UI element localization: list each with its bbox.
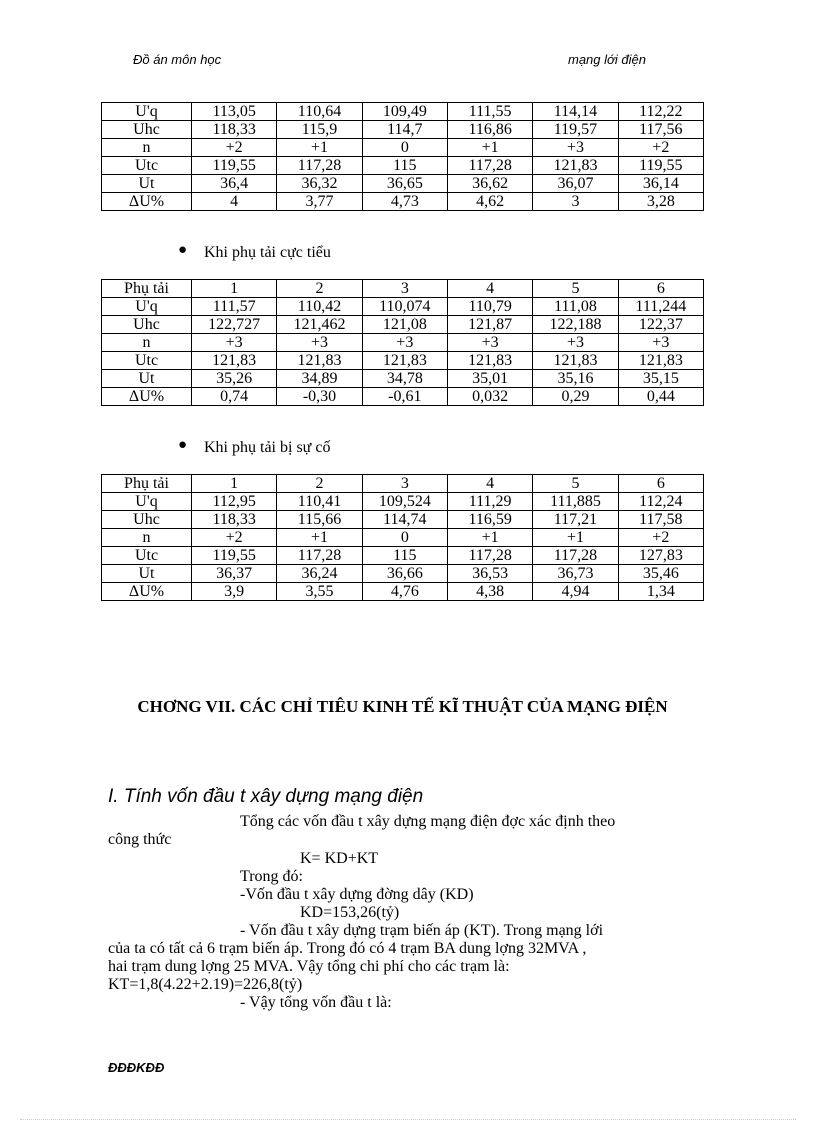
value-cell: 36,66: [362, 565, 447, 583]
table-row: [102, 298, 704, 316]
value-cell: 111,244: [618, 298, 703, 316]
value-cell: +3: [618, 334, 703, 352]
table-row: [102, 175, 704, 193]
table-row: [102, 316, 704, 334]
value-cell: 121,83: [533, 352, 618, 370]
value-cell: +2: [618, 529, 703, 547]
value-cell: 112,24: [618, 493, 703, 511]
value-cell: +3: [277, 334, 362, 352]
table-row: [102, 547, 704, 565]
table-row: [102, 493, 704, 511]
value-cell: 0,29: [533, 388, 618, 406]
header-cell: 3: [362, 475, 447, 493]
row-label-cell: U'q: [102, 103, 192, 121]
table-row: [102, 388, 704, 406]
value-cell: 3,77: [277, 193, 362, 211]
header-left: Đồ án môn học: [133, 52, 222, 67]
value-cell: -0,30: [277, 388, 362, 406]
table-row: [102, 121, 704, 139]
row-label-cell: Utc: [102, 157, 192, 175]
table-row: [102, 511, 704, 529]
header-cell: 5: [533, 280, 618, 298]
table-row: [102, 139, 704, 157]
row-label-cell: ΔU%: [102, 193, 192, 211]
value-cell: 3: [533, 193, 618, 211]
value-cell: 113,05: [192, 103, 277, 121]
value-cell: +3: [533, 139, 618, 157]
value-cell: 115: [362, 157, 447, 175]
table-row: [102, 103, 704, 121]
value-cell: 0,032: [447, 388, 532, 406]
value-cell: +1: [447, 139, 532, 157]
table-row: [102, 157, 704, 175]
row-label-cell: ΔU%: [102, 388, 192, 406]
bullet-text: Khi phụ tải cực tiểu: [204, 244, 331, 261]
value-cell: 36,4: [192, 175, 277, 193]
value-cell: 4,38: [447, 583, 532, 601]
value-cell: 110,79: [447, 298, 532, 316]
body-line: hai trạm dung lợng 25 MVA. Vậy tổng chi phí cho các trạm là:: [108, 958, 510, 975]
value-cell: 111,29: [447, 493, 532, 511]
table-row: [102, 565, 704, 583]
header-label-cell: Phụ tải: [102, 280, 192, 298]
value-cell: 117,28: [533, 547, 618, 565]
body-line: Trong đó:: [240, 868, 303, 885]
header-cell: 5: [533, 475, 618, 493]
value-cell: 115: [362, 547, 447, 565]
body-line: -Vốn đầu t xây dựng đờng dây (KD): [240, 886, 474, 903]
value-cell: 0: [362, 139, 447, 157]
value-cell: 36,62: [447, 175, 532, 193]
value-cell: 4,94: [533, 583, 618, 601]
row-label-cell: Uhc: [102, 316, 192, 334]
value-cell: +3: [362, 334, 447, 352]
value-cell: 4: [192, 193, 277, 211]
body-line: công thức: [108, 831, 172, 848]
table-row: [102, 529, 704, 547]
value-cell: 35,26: [192, 370, 277, 388]
value-cell: 118,33: [192, 511, 277, 529]
value-cell: 0,44: [618, 388, 703, 406]
value-cell: 3,9: [192, 583, 277, 601]
header-cell: 2: [277, 280, 362, 298]
value-cell: +2: [618, 139, 703, 157]
value-cell: 127,83: [618, 547, 703, 565]
value-cell: 117,28: [277, 157, 362, 175]
formula-kd: KD=153,26(tỷ): [300, 904, 400, 921]
chapter-title: CHƠNG VII. CÁC CHỈ TIÊU KINH TẾ KĨ THUẬT CỦA MẠNG ĐIỆN: [137, 697, 668, 716]
value-cell: 35,15: [618, 370, 703, 388]
table-row: [102, 352, 704, 370]
value-cell: 114,74: [362, 511, 447, 529]
value-cell: +1: [533, 529, 618, 547]
page-bottom-rule: [20, 1119, 796, 1120]
row-label-cell: Utc: [102, 547, 192, 565]
header-cell: 6: [618, 280, 703, 298]
row-label-cell: ΔU%: [102, 583, 192, 601]
value-cell: 114,7: [362, 121, 447, 139]
body-line: - Vốn đầu t xây dựng trạm biến áp (KT). Trong mạng lới: [240, 922, 604, 939]
value-cell: 36,07: [533, 175, 618, 193]
value-cell: +2: [192, 139, 277, 157]
body-line: của ta có tất cả 6 trạm biến áp. Trong đó có 4 trạm BA dung lợng 32MVA ,: [108, 940, 587, 957]
value-cell: 119,55: [192, 547, 277, 565]
value-cell: 117,58: [618, 511, 703, 529]
row-label-cell: Ut: [102, 175, 192, 193]
value-cell: 112,22: [618, 103, 703, 121]
value-cell: +3: [192, 334, 277, 352]
row-label-cell: n: [102, 139, 192, 157]
value-cell: 36,24: [277, 565, 362, 583]
value-cell: 116,59: [447, 511, 532, 529]
value-cell: +1: [447, 529, 532, 547]
value-cell: 119,55: [618, 157, 703, 175]
value-cell: +3: [533, 334, 618, 352]
value-cell: 36,32: [277, 175, 362, 193]
value-cell: 36,53: [447, 565, 532, 583]
value-cell: 110,41: [277, 493, 362, 511]
table-row: [102, 583, 704, 601]
value-cell: 36,14: [618, 175, 703, 193]
value-cell: 35,16: [533, 370, 618, 388]
value-cell: 116,86: [447, 121, 532, 139]
value-cell: 119,55: [192, 157, 277, 175]
row-label-cell: Ut: [102, 565, 192, 583]
value-cell: 121,08: [362, 316, 447, 334]
value-cell: 122,37: [618, 316, 703, 334]
value-cell: 110,42: [277, 298, 362, 316]
value-cell: 121,83: [618, 352, 703, 370]
bullet-text: Khi phụ tải bị sự cố: [204, 439, 331, 456]
value-cell: 111,885: [533, 493, 618, 511]
row-label-cell: Ut: [102, 370, 192, 388]
table-fault-load: [101, 474, 704, 601]
header-cell: 4: [447, 280, 532, 298]
value-cell: +3: [447, 334, 532, 352]
value-cell: 121,83: [192, 352, 277, 370]
value-cell: 117,28: [447, 547, 532, 565]
value-cell: +1: [277, 139, 362, 157]
value-cell: 110,074: [362, 298, 447, 316]
value-cell: 4,73: [362, 193, 447, 211]
value-cell: 121,87: [447, 316, 532, 334]
value-cell: 122,727: [192, 316, 277, 334]
section-title: I. Tính vốn đầu t xây dựng mạng điện: [108, 786, 424, 807]
row-label-cell: U'q: [102, 493, 192, 511]
value-cell: 119,57: [533, 121, 618, 139]
formula-kt: KT=1,8(4.22+2.19)=226,8(tỷ): [108, 976, 303, 993]
value-cell: 114,14: [533, 103, 618, 121]
header-cell: 6: [618, 475, 703, 493]
row-label-cell: n: [102, 529, 192, 547]
value-cell: 110,64: [277, 103, 362, 121]
value-cell: 36,73: [533, 565, 618, 583]
header-cell: 4: [447, 475, 532, 493]
value-cell: 34,78: [362, 370, 447, 388]
value-cell: 34,89: [277, 370, 362, 388]
value-cell: 117,21: [533, 511, 618, 529]
footer-text: ĐĐĐKĐĐ: [108, 1060, 165, 1075]
table-header-row: [102, 475, 704, 493]
header-cell: 3: [362, 280, 447, 298]
value-cell: 115,9: [277, 121, 362, 139]
value-cell: 118,33: [192, 121, 277, 139]
row-label-cell: Utc: [102, 352, 192, 370]
value-cell: 4,62: [447, 193, 532, 211]
header-right: mạng lới điện: [568, 52, 646, 67]
row-label-cell: U'q: [102, 298, 192, 316]
value-cell: 112,95: [192, 493, 277, 511]
header-label-cell: Phụ tải: [102, 475, 192, 493]
value-cell: 111,57: [192, 298, 277, 316]
row-label-cell: Uhc: [102, 121, 192, 139]
value-cell: 36,37: [192, 565, 277, 583]
value-cell: 111,55: [447, 103, 532, 121]
value-cell: 121,462: [277, 316, 362, 334]
value-cell: 0,74: [192, 388, 277, 406]
value-cell: 115,66: [277, 511, 362, 529]
value-cell: 4,76: [362, 583, 447, 601]
row-label-cell: n: [102, 334, 192, 352]
value-cell: 109,524: [362, 493, 447, 511]
table-row: [102, 370, 704, 388]
value-cell: +2: [192, 529, 277, 547]
value-cell: 121,83: [362, 352, 447, 370]
value-cell: 111,08: [533, 298, 618, 316]
value-cell: 121,83: [447, 352, 532, 370]
value-cell: 121,83: [533, 157, 618, 175]
value-cell: 35,01: [447, 370, 532, 388]
bullet-dot-icon: ●: [178, 242, 188, 258]
value-cell: +1: [277, 529, 362, 547]
table-row: [102, 334, 704, 352]
body-line: - Vậy tổng vốn đầu t là:: [240, 994, 392, 1011]
value-cell: 117,28: [447, 157, 532, 175]
value-cell: 1,34: [618, 583, 703, 601]
value-cell: 122,188: [533, 316, 618, 334]
table-header-row: [102, 280, 704, 298]
table-min-load: [101, 279, 704, 406]
value-cell: 3,55: [277, 583, 362, 601]
value-cell: 36,65: [362, 175, 447, 193]
value-cell: 121,83: [277, 352, 362, 370]
header-cell: 2: [277, 475, 362, 493]
row-label-cell: Uhc: [102, 511, 192, 529]
table-max-load: [101, 102, 704, 211]
formula-k: K= KD+KT: [300, 850, 379, 867]
value-cell: 3,28: [618, 193, 703, 211]
table-row: [102, 193, 704, 211]
value-cell: 0: [362, 529, 447, 547]
value-cell: 117,56: [618, 121, 703, 139]
value-cell: 117,28: [277, 547, 362, 565]
header-cell: 1: [192, 475, 277, 493]
value-cell: -0,61: [362, 388, 447, 406]
header-cell: 1: [192, 280, 277, 298]
body-line: Tổng các vốn đầu t xây dựng mạng điện đợc xác định theo: [240, 813, 616, 830]
value-cell: 109,49: [362, 103, 447, 121]
bullet-dot-icon: ●: [178, 437, 188, 453]
value-cell: 35,46: [618, 565, 703, 583]
